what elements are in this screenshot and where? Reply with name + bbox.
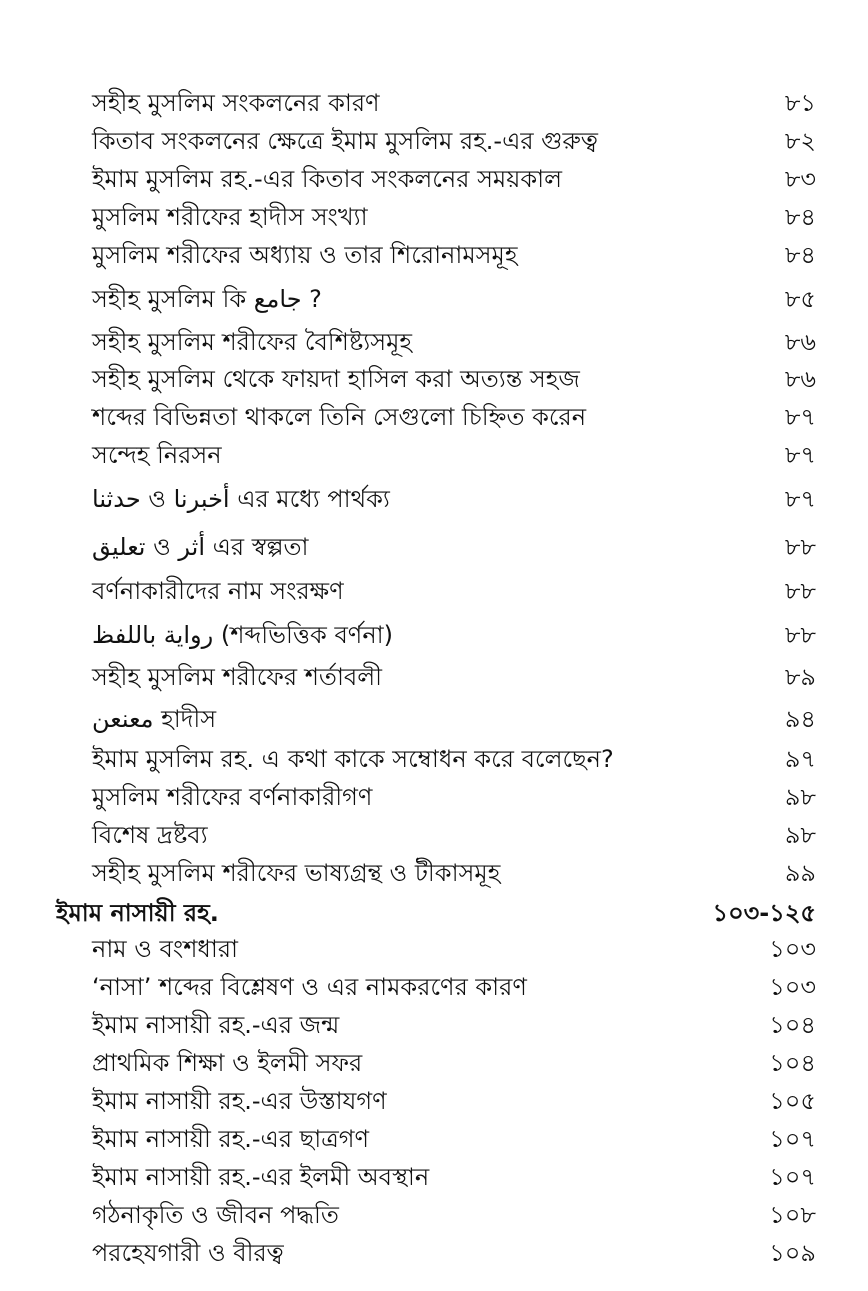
- toc-entry-label: শব্দের বিভিন্নতা থাকলে তিনি সেগুলো চিহ্নিত করেন: [92, 403, 587, 431]
- toc-entry: [0, 700, 868, 738]
- toc-entry: [0, 84, 868, 122]
- toc-entry-page: ১০৩: [769, 973, 816, 1001]
- toc-entry: [0, 968, 868, 1006]
- toc-entry-label: গঠনাকৃতি ও জীবন পদ্ধতি: [92, 1201, 339, 1229]
- toc-section-title: ইমাম নাসায়ী রহ.: [56, 899, 219, 927]
- toc-entry: [0, 930, 868, 968]
- toc-entry-page: ১০৪: [769, 1049, 816, 1077]
- toc-entry: [0, 480, 868, 518]
- toc-entry-page: ৮৬: [784, 365, 816, 393]
- toc-entry-label: ‘নাসা’ শব্দের বিশ্লেষণ ও এর নামকরণের কারণ: [92, 973, 527, 1001]
- toc-entry-page: ৮৬: [784, 328, 816, 356]
- toc-entry: [0, 122, 868, 160]
- toc-entry-page: ৮৮: [784, 533, 816, 561]
- toc-entry-page: ৮৪: [784, 203, 816, 231]
- toc-entry-page: ৮৩: [784, 165, 816, 193]
- toc-entry: [0, 1158, 868, 1196]
- toc-entry-label: মুসলিম শরীফের অধ্যায় ও তার শিরোনামসমূহ: [92, 241, 518, 269]
- toc-entry-page: ৯৮: [784, 783, 816, 811]
- toc-entry-label: ইমাম নাসায়ী রহ.-এর ইলমী অবস্থান: [92, 1163, 430, 1191]
- toc-entry-label: ইমাম মুসলিম রহ. এ কথা কাকে সম্বোধন করে বলেছেন?: [92, 745, 614, 773]
- toc-entry-page: ৮২: [784, 127, 816, 155]
- toc-entry-page: ১০৫: [769, 1087, 816, 1115]
- toc-entry-page: ৮৭: [784, 441, 816, 469]
- toc-entry: [0, 528, 868, 566]
- toc-entry: [0, 323, 868, 361]
- toc-entry-label: تعليق ও أثر এর স্বল্পতা: [92, 533, 309, 561]
- toc-entry-page: ৮৫: [784, 285, 816, 313]
- toc-entry-label: নাম ও বংশধারা: [92, 935, 238, 963]
- toc-entry: [0, 1234, 868, 1272]
- toc-entry-label: বর্ণনাকারীদের নাম সংরক্ষণ: [92, 577, 344, 605]
- toc-entry-label: সন্দেহ নিরসন: [92, 441, 222, 469]
- toc-entry-label: মুসলিম শরীফের বর্ণনাকারীগণ: [92, 783, 373, 811]
- toc-entry-page: ৯৯: [784, 859, 816, 887]
- toc-entry: [0, 436, 868, 474]
- toc-entry: [0, 1196, 868, 1234]
- toc-entry-page: ৮৮: [784, 621, 816, 649]
- toc-section-pages: ১০৩-১২৫: [712, 899, 816, 927]
- toc-entry: [0, 360, 868, 398]
- toc-entry: [0, 198, 868, 236]
- toc-entry-label: প্রাথমিক শিক্ষা ও ইলমী সফর: [92, 1049, 363, 1077]
- toc-entry: [0, 740, 868, 778]
- toc-entry: [0, 1082, 868, 1120]
- toc-entry-label: সহীহ মুসলিম কি جامع ?: [92, 285, 322, 313]
- toc-entry-page: ৮৪: [784, 241, 816, 269]
- toc-entry: [0, 160, 868, 198]
- toc-entry-page: ৯৭: [784, 745, 816, 773]
- toc-entry-page: ৮৮: [784, 577, 816, 605]
- toc-entry-page: ১০৭: [769, 1163, 816, 1191]
- toc-entry-label: সহীহ মুসলিম শরীফের ভাষ্যগ্রন্থ ও টীকাসমূহ: [92, 859, 501, 887]
- toc-entry-page: ৮১: [784, 89, 816, 117]
- toc-entry-label: ইমাম নাসায়ী রহ.-এর উস্তাযগণ: [92, 1087, 387, 1115]
- toc-entry-page: ১০৪: [769, 1011, 816, 1039]
- toc-entry: [0, 778, 868, 816]
- toc-entry-label: সহীহ মুসলিম শরীফের বৈশিষ্ট্যসমূহ: [92, 328, 413, 356]
- toc-entry: [0, 280, 868, 318]
- toc-entry-page: ৯৮: [784, 821, 816, 849]
- toc-entry-label: সহীহ মুসলিম থেকে ফায়দা হাসিল করা অত্যন্ত সহজ: [92, 365, 580, 393]
- toc-entry-label: معنعن হাদীস: [92, 705, 217, 733]
- toc-entry-page: ৮৭: [784, 485, 816, 513]
- toc-entry: [0, 1006, 868, 1044]
- toc-entry-label: কিতাব সংকলনের ক্ষেত্রে ইমাম মুসলিম রহ.-এর গুরুত্ব: [92, 127, 598, 155]
- toc-entry-page: ৯৪: [784, 705, 816, 733]
- toc-entry-label: ইমাম মুসলিম রহ.-এর কিতাব সংকলনের সময়কাল: [92, 165, 563, 193]
- toc-entry-label: সহীহ মুসলিম সংকলনের কারণ: [92, 89, 380, 117]
- toc-entry-label: حدثنا ও أخبرنا এর মধ্যে পার্থক্য: [92, 485, 390, 513]
- toc-entry: [0, 398, 868, 436]
- toc-entry: [0, 1120, 868, 1158]
- toc-entry: [0, 854, 868, 892]
- toc-entry-label: رواية باللفظ (শব্দভিত্তিক বর্ণনা): [92, 621, 393, 649]
- toc-entry-page: ৮৯: [784, 663, 816, 691]
- toc-entry-page: ৮৭: [784, 403, 816, 431]
- toc-entry: [0, 616, 868, 654]
- toc-entry: [0, 816, 868, 854]
- toc-entry-page: ১০৩: [769, 935, 816, 963]
- toc-entry-label: সহীহ মুসলিম শরীফের শর্তাবলী: [92, 663, 383, 691]
- toc-entry-label: পরহেযগারী ও বীরত্ব: [92, 1239, 284, 1267]
- toc-entry: [0, 1044, 868, 1082]
- toc-entry-label: ইমাম নাসায়ী রহ.-এর জন্ম: [92, 1011, 340, 1039]
- toc-entry: [0, 658, 868, 696]
- toc-entry-page: ১০৯: [769, 1239, 816, 1267]
- toc-entry: [0, 572, 868, 610]
- toc-entry: [0, 236, 868, 274]
- toc-entry-page: ১০৭: [769, 1125, 816, 1153]
- toc-entry-page: ১০৮: [769, 1201, 816, 1229]
- toc-entry-label: ইমাম নাসায়ী রহ.-এর ছাত্রগণ: [92, 1125, 370, 1153]
- toc-entry-label: মুসলিম শরীফের হাদীস সংখ্যা: [92, 203, 368, 231]
- toc-section-heading: [0, 894, 868, 932]
- toc-entry-label: বিশেষ দ্রষ্টব্য: [92, 821, 208, 849]
